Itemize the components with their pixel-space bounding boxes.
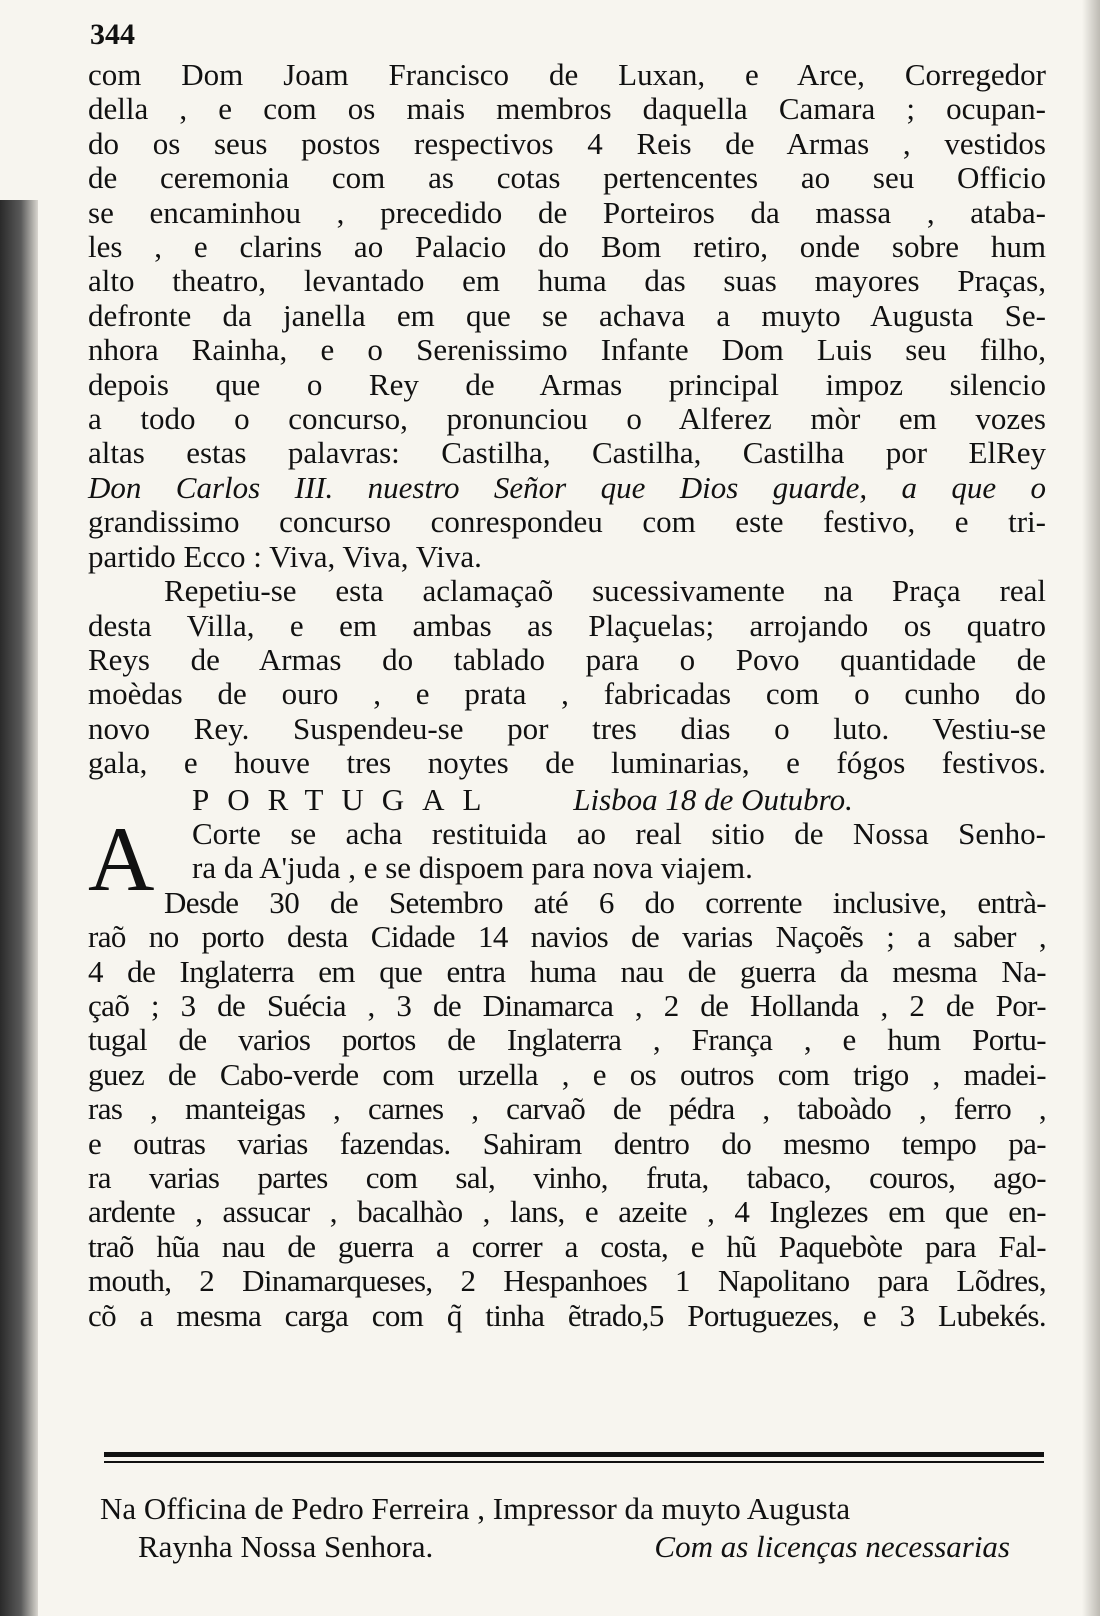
text-line: ra da A'juda , e se dispoem para nova viajem. <box>192 850 753 886</box>
imprint-line-1: Na Officina de Pedro Ferreira , Impressor da muyto Augusta <box>100 1491 851 1526</box>
text-line: nhora Rainha, e o Serenissimo Infante Dom Luis seu filho, <box>88 332 1046 368</box>
text-line: Reys de Armas do tablado para o Povo quantidade de <box>88 641 1046 677</box>
text-line: com Dom Joam Francisco de Luxan, e Arce, Corregedor <box>88 57 1046 92</box>
text-line: defronte da janella em que se achava a muyto Augusta Se- <box>88 297 1046 333</box>
page-number: 344 <box>90 18 135 51</box>
text-line: altas estas palavras: Castilha, Castilha, Castilha por ElRey <box>88 435 1046 471</box>
text-line: Repetiu-se esta aclamaçaõ sucessivamente na Praça real <box>164 573 1046 609</box>
text-line: grandissimo concurso conrespondeu com este festivo, e tri- <box>88 504 1046 540</box>
text-line: raõ no porto desta Cidade 14 navios de varias Naçoẽs ; a saber , <box>88 919 1046 955</box>
paragraph-4 <box>88 886 1046 1333</box>
text-line: do os seus postos respectivos 4 Reis de Armas , vestidos <box>88 125 1046 161</box>
imprint-license: Com as licenças necessarias <box>654 1529 1010 1564</box>
dateline: Lisboa 18 de Outubro. <box>573 781 853 817</box>
text-line: depois que o Rey de Armas principal impoz silencio <box>88 366 1046 402</box>
text-line: desta Villa, e em ambas as Plaçuelas; arrojando os quatro <box>88 607 1046 643</box>
page-edge <box>1082 0 1100 1616</box>
imprint <box>100 1490 1050 1566</box>
text-line: de ceremonia com as cotas pertencentes ao seu Officio <box>88 160 1046 196</box>
text-line: della , e com os mais membros daquella Camara ; ocupan- <box>88 91 1046 127</box>
text-line: cõ a mesma carga com q̃ tinha ẽtrado,5 Portuguezes, e 3 Lubekés. <box>88 1297 1046 1333</box>
text-line: traõ hũa nau de guerra a correr a costa, e hũ Paquebòte para Fal- <box>88 1228 1046 1264</box>
text-line: gala, e houve tres noytes de luminarias, e fógos festivos. <box>88 745 1046 781</box>
text-line: partido Ecco : Viva, Viva, Viva. <box>88 538 482 574</box>
binding-shadow <box>0 200 38 1616</box>
text-line: Desde 30 de Setembro até 6 do corrente inclusive, entrà- <box>164 884 1046 920</box>
text-line: les , e clarins ao Palacio do Bom retiro, onde sobre hum <box>88 229 1046 265</box>
text-line: e outras varias fazendas. Sahiram dentro do mesmo tempo pa- <box>88 1125 1046 1161</box>
section-heading <box>88 783 1046 817</box>
text-line: ras , manteigas , carnes , carvaõ de pédra , taboàdo , ferro , <box>88 1091 1046 1127</box>
text-line: alto theatro, levantado em huma das suas mayores Praças, <box>88 263 1046 299</box>
footer-rule-thin <box>104 1461 1044 1463</box>
article-text <box>88 28 1046 1333</box>
text-line: 4 de Inglaterra em que entra huma nau de guerra da mesma Na- <box>88 953 1046 989</box>
text-line: guez de Cabo-verde com urzella , e os outros com trigo , madei- <box>88 1056 1046 1092</box>
text-line: çaõ ; 3 de Suécia , 3 de Dinamarca , 2 de Hollanda , 2 de Por- <box>88 987 1046 1023</box>
imprint-publisher: Raynha Nossa Senhora. <box>138 1529 434 1564</box>
paragraph-1 <box>88 58 1046 574</box>
text-line: mouth, 2 Dinamarqueses, 2 Hespanhoes 1 Napolitano para Lõdres, <box>88 1263 1046 1299</box>
text-line: tugal de varios portos de Inglaterra , França , e hum Portu- <box>88 1022 1046 1058</box>
text-line: ra varias partes com sal, vinho, fruta, tabaco, couros, ago- <box>88 1160 1046 1195</box>
text-line: Don Carlos III. nuestro Señor que Dios guarde, a que o <box>88 469 1046 505</box>
drop-cap: A <box>88 807 155 910</box>
country-heading: PORTUGAL <box>192 781 500 817</box>
text-line: moèdas de ouro , e prata , fabricadas com o cunho do <box>88 676 1046 712</box>
text-line: Corte se acha restituida ao real sitio de Nossa Senho- <box>192 815 1046 851</box>
footer-rule-thick <box>104 1452 1044 1457</box>
text-line: a todo o concurso, pronunciou o Alferez mòr em vozes <box>88 401 1046 437</box>
text-line: novo Rey. Suspendeu-se por tres dias o luto. Vestiu-se <box>88 710 1046 746</box>
text-line: se encaminhou , precedido de Porteiros da massa , ataba- <box>88 194 1046 230</box>
text-line: ardente , assucar , bacalhào , lans, e azeite , 4 Inglezes em que en- <box>88 1194 1046 1230</box>
paragraph-2 <box>88 574 1046 780</box>
